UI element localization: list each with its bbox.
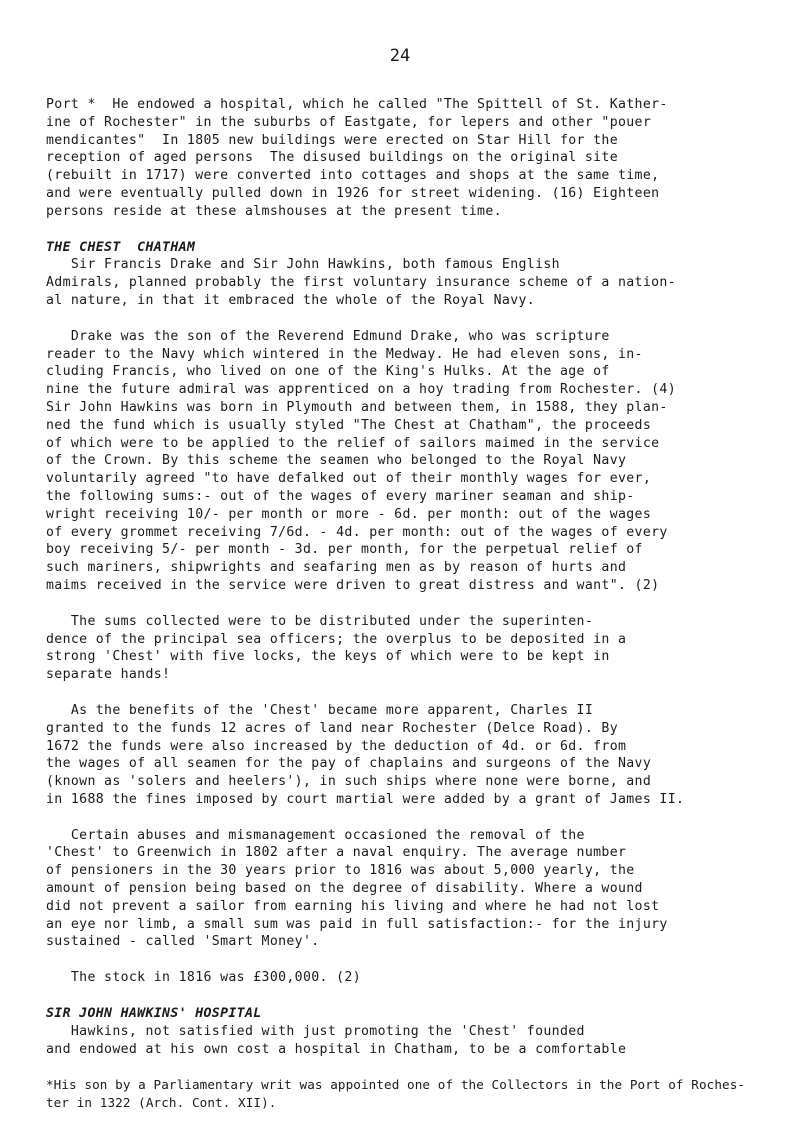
document-body xyxy=(46,96,758,1130)
page-number: 24 xyxy=(389,46,411,66)
paragraph xyxy=(46,702,758,809)
text-line: voluntarily agreed "to have defalked out of their monthly wages for ever, xyxy=(46,471,652,487)
text-line: As the benefits of the 'Chest' became more apparent, Charles II xyxy=(46,702,594,718)
text-line: Port * He endowed a hospital, which he called "The Spittell of St. Kather- xyxy=(46,97,668,112)
section-heading: THE CHEST CHATHAM xyxy=(46,239,196,255)
paragraph xyxy=(46,613,758,684)
footnote xyxy=(46,1076,758,1112)
text-line: did not prevent a sailor from earning his living and where he had not lost xyxy=(46,898,660,914)
paragraph xyxy=(46,827,758,952)
text-line: of every grommet receiving 7/6d. - 4d. per month: out of the wages of every xyxy=(46,524,668,540)
text-line: such mariners, shipwrights and seafaring men as by reason of hurts and xyxy=(46,560,627,576)
text-line: (known as 'solers and heelers'), in such ships where none were borne, and xyxy=(46,774,652,790)
text-line: and endowed at his own cost a hospital in Chatham, to be a comfortable xyxy=(46,1041,627,1057)
text-line: wright receiving 10/- per month or more - 6d. per month: out of the wages xyxy=(46,506,652,522)
text-line: (rebuilt in 1717) were converted into cottages and shops at the same time, xyxy=(46,168,660,184)
section xyxy=(46,1005,758,1058)
paragraph xyxy=(46,969,758,987)
text-line: 1672 the funds were also increased by the deduction of 4d. or 6d. from xyxy=(46,738,627,754)
text-line: ned the fund which is usually styled "The Chest at Chatham", the proceeds xyxy=(46,417,652,433)
section-heading: SIR JOHN HAWKINS' HOSPITAL xyxy=(46,1006,262,1022)
section xyxy=(46,239,758,310)
text-line: an eye nor limb, a small sum was paid in full satisfaction:- for the injury xyxy=(46,916,668,932)
text-line: and were eventually pulled down in 1926 for street widening. (16) Eighteen xyxy=(46,185,660,201)
text-line: Certain abuses and mismanagement occasioned the removal of the xyxy=(46,827,585,843)
text-line: in 1688 the fines imposed by court martial were added by a grant of James II. xyxy=(46,791,685,807)
text-line: reception of aged persons The disused buildings on the original site xyxy=(46,150,618,166)
text-line: The stock in 1816 was £300,000. (2) xyxy=(46,970,362,986)
text-line: separate hands! xyxy=(46,667,171,683)
text-line: Sir John Hawkins was born in Plymouth and between them, in 1588, they plan- xyxy=(46,399,668,415)
text-line: ine of Rochester" in the suburbs of Eastgate, for lepers and other "pouer xyxy=(46,114,652,130)
text-line: 'Chest' to Greenwich in 1802 after a naval enquiry. The average number xyxy=(46,845,627,861)
text-line: mendicantes" In 1805 new buildings were erected on Star Hill for the xyxy=(46,132,618,148)
text-line: persons reside at these almshouses at the present time. xyxy=(46,203,502,219)
text-line: amount of pension being based on the degree of disability. Where a wound xyxy=(46,881,643,897)
text-line: of the Crown. By this scheme the seamen who belonged to the Royal Navy xyxy=(46,453,627,469)
text-line: Sir Francis Drake and Sir John Hawkins, both famous English xyxy=(46,257,560,273)
text-line: cluding Francis, who lived on one of the King's Hulks. At the age of xyxy=(46,364,610,380)
text-line: boy receiving 5/- per month - 3d. per month, for the perpetual relief of xyxy=(46,542,643,558)
text-line: The sums collected were to be distributed under the superinten- xyxy=(46,613,594,629)
text-line: granted to the funds 12 acres of land near Rochester (Delce Road). By xyxy=(46,720,618,736)
text-line: Admirals, planned probably the first voluntary insurance scheme of a nation- xyxy=(46,275,677,291)
text-line: nine the future admiral was apprenticed on a hoy trading from Rochester. (4) xyxy=(46,382,677,398)
paragraph xyxy=(46,96,758,221)
text-line: dence of the principal sea officers; the overplus to be deposited in a xyxy=(46,631,627,647)
text-line: strong 'Chest' with five locks, the keys of which were to be kept in xyxy=(46,649,610,665)
text-line: the following sums:- out of the wages of every mariner seaman and ship- xyxy=(46,488,635,504)
footnote-line: ter in 1322 (Arch. Cont. XII). xyxy=(46,1095,277,1111)
text-line: of which were to be applied to the relief of sailors maimed in the service xyxy=(46,435,660,451)
text-line: maims received in the service were driven to great distress and want". (2) xyxy=(46,577,660,593)
text-line: Drake was the son of the Reverend Edmund Drake, who was scripture xyxy=(46,328,610,344)
paragraph xyxy=(46,328,758,595)
text-line: al nature, in that it embraced the whole of the Royal Navy. xyxy=(46,292,536,308)
text-line: reader to the Navy which wintered in the Medway. He had eleven sons, in- xyxy=(46,346,643,362)
footnote-line: *His son by a Parliamentary writ was appointed one of the Collectors in the Port of Roches- xyxy=(46,1077,746,1093)
text-line: Hawkins, not satisfied with just promoting the 'Chest' founded xyxy=(46,1023,585,1039)
text-line: the wages of all seamen for the pay of chaplains and surgeons of the Navy xyxy=(46,756,652,772)
text-line: of pensioners in the 30 years prior to 1816 was about 5,000 yearly, the xyxy=(46,863,635,879)
text-line: sustained - called 'Smart Money'. xyxy=(46,934,320,950)
